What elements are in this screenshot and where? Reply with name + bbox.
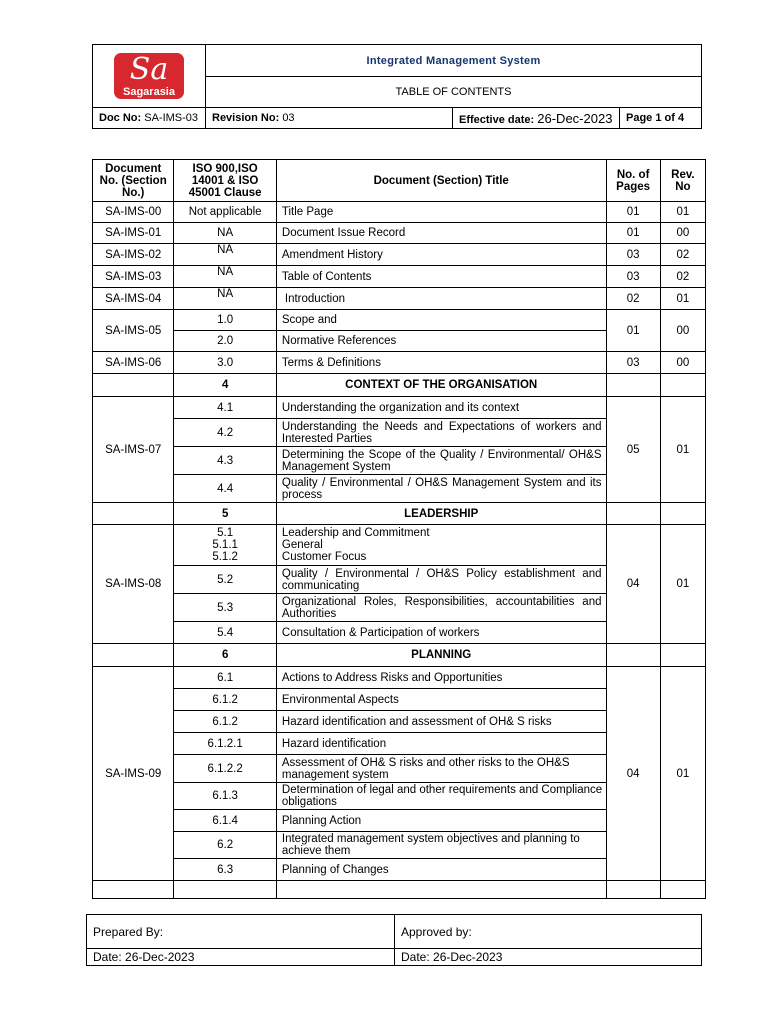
section-row: 6 PLANNING: [93, 644, 706, 667]
table-row: 6.1.2 Hazard identification and assessment of OH& S risks: [93, 711, 706, 733]
table-row: 6.1.2.1 Hazard identification: [93, 733, 706, 755]
table-row: 6.2 Integrated management system objectives and planning to achieve them: [93, 832, 706, 859]
signature-footer: [86, 914, 702, 966]
table-row: 5.2 Quality / Environmental / OH&S Policy establishment and communicating: [93, 566, 706, 594]
table-row: SA-IMS-05 1.0 Scope and 01 00: [93, 310, 706, 331]
table-row: SA-IMS-03 NA Table of Contents 03 02: [93, 266, 706, 288]
approved-date: Date: 26-Dec-2023: [395, 949, 702, 966]
table-row: 4.2 Understanding the Needs and Expectations of workers and Interested Parties: [93, 419, 706, 447]
section-row: 4 CONTEXT OF THE ORGANISATION: [93, 374, 706, 397]
logo-name: Sagarasia: [123, 86, 175, 98]
table-row: SA-IMS-00 Not applicable Title Page 01 01: [93, 202, 706, 223]
page-number-cell: Page 1 of 4: [620, 108, 702, 129]
effective-date-cell: Effective date: 26-Dec-2023: [453, 108, 620, 129]
header-pages: No. of Pages: [606, 160, 660, 202]
revision-cell: Revision No: 03: [206, 108, 453, 129]
effective-date: 26-Dec-2023: [537, 110, 613, 126]
header-clause: ISO 900,ISO 14001 & ISO 45001 Clause: [174, 160, 277, 202]
document-header: [92, 44, 702, 129]
table-row: 4.3 Determining the Scope of the Quality / Environmental/ OH&S Management System: [93, 447, 706, 475]
document-subtitle: TABLE OF CONTENTS: [206, 77, 702, 108]
header-rev: Rev. No: [660, 160, 705, 202]
table-row-empty: [93, 881, 706, 899]
page-number: 1 of 4: [655, 112, 685, 124]
table-row: 6.1.2.2 Assessment of OH& S risks and other risks to the OH&S management system: [93, 755, 706, 783]
table-row: 4.4 Quality / Environmental / OH&S Management System and its process: [93, 475, 706, 503]
doc-no: SA-IMS-03: [144, 112, 199, 124]
table-row: 6.3 Planning of Changes: [93, 859, 706, 881]
table-row: 5.4 Consultation & Participation of workers: [93, 622, 706, 644]
logo-mark: Sa: [129, 52, 169, 87]
table-row: SA-IMS-02 NA Amendment History 03 02: [93, 244, 706, 266]
table-row: 6.1.4 Planning Action: [93, 810, 706, 832]
table-row: 6.1.3 Determination of legal and other requirements and Compliance obligations: [93, 783, 706, 810]
logo-cell: [93, 45, 206, 108]
table-row: SA-IMS-01 NA Document Issue Record 01 00: [93, 223, 706, 244]
prepared-date: Date: 26-Dec-2023: [87, 949, 395, 966]
document-title: Integrated Management System: [206, 45, 702, 77]
revision-no: 03: [282, 112, 295, 124]
doc-no-cell: Doc No: SA-IMS-03: [93, 108, 206, 129]
table-row: SA-IMS-08 5.1 5.1.1 5.1.2 Leadership and Commitment General Customer Focus 04 01: [93, 525, 706, 566]
table-row: 6.1.2 Environmental Aspects: [93, 689, 706, 711]
table-row: SA-IMS-09 6.1 Actions to Address Risks and Opportunities 04 01: [93, 667, 706, 689]
approved-by-label: Approved by:: [395, 915, 702, 949]
header-title: Document (Section) Title: [276, 160, 606, 202]
company-logo: [114, 53, 184, 99]
header-document-no: Document No. (Section No.): [93, 160, 174, 202]
table-row: SA-IMS-06 3.0 Terms & Definitions 03 00: [93, 352, 706, 374]
contents-table: [92, 159, 706, 899]
table-header-row: [93, 160, 706, 202]
table-row: SA-IMS-04 NA Introduction 02 01: [93, 288, 706, 310]
table-row: 2.0 Normative References: [93, 331, 706, 352]
section-row: 5 LEADERSHIP: [93, 503, 706, 525]
prepared-by-label: Prepared By:: [87, 915, 395, 949]
table-row: SA-IMS-07 4.1 Understanding the organization and its context 05 01: [93, 397, 706, 419]
table-row: 5.3 Organizational Roles, Responsibilities, accountabilities and Authorities: [93, 594, 706, 622]
